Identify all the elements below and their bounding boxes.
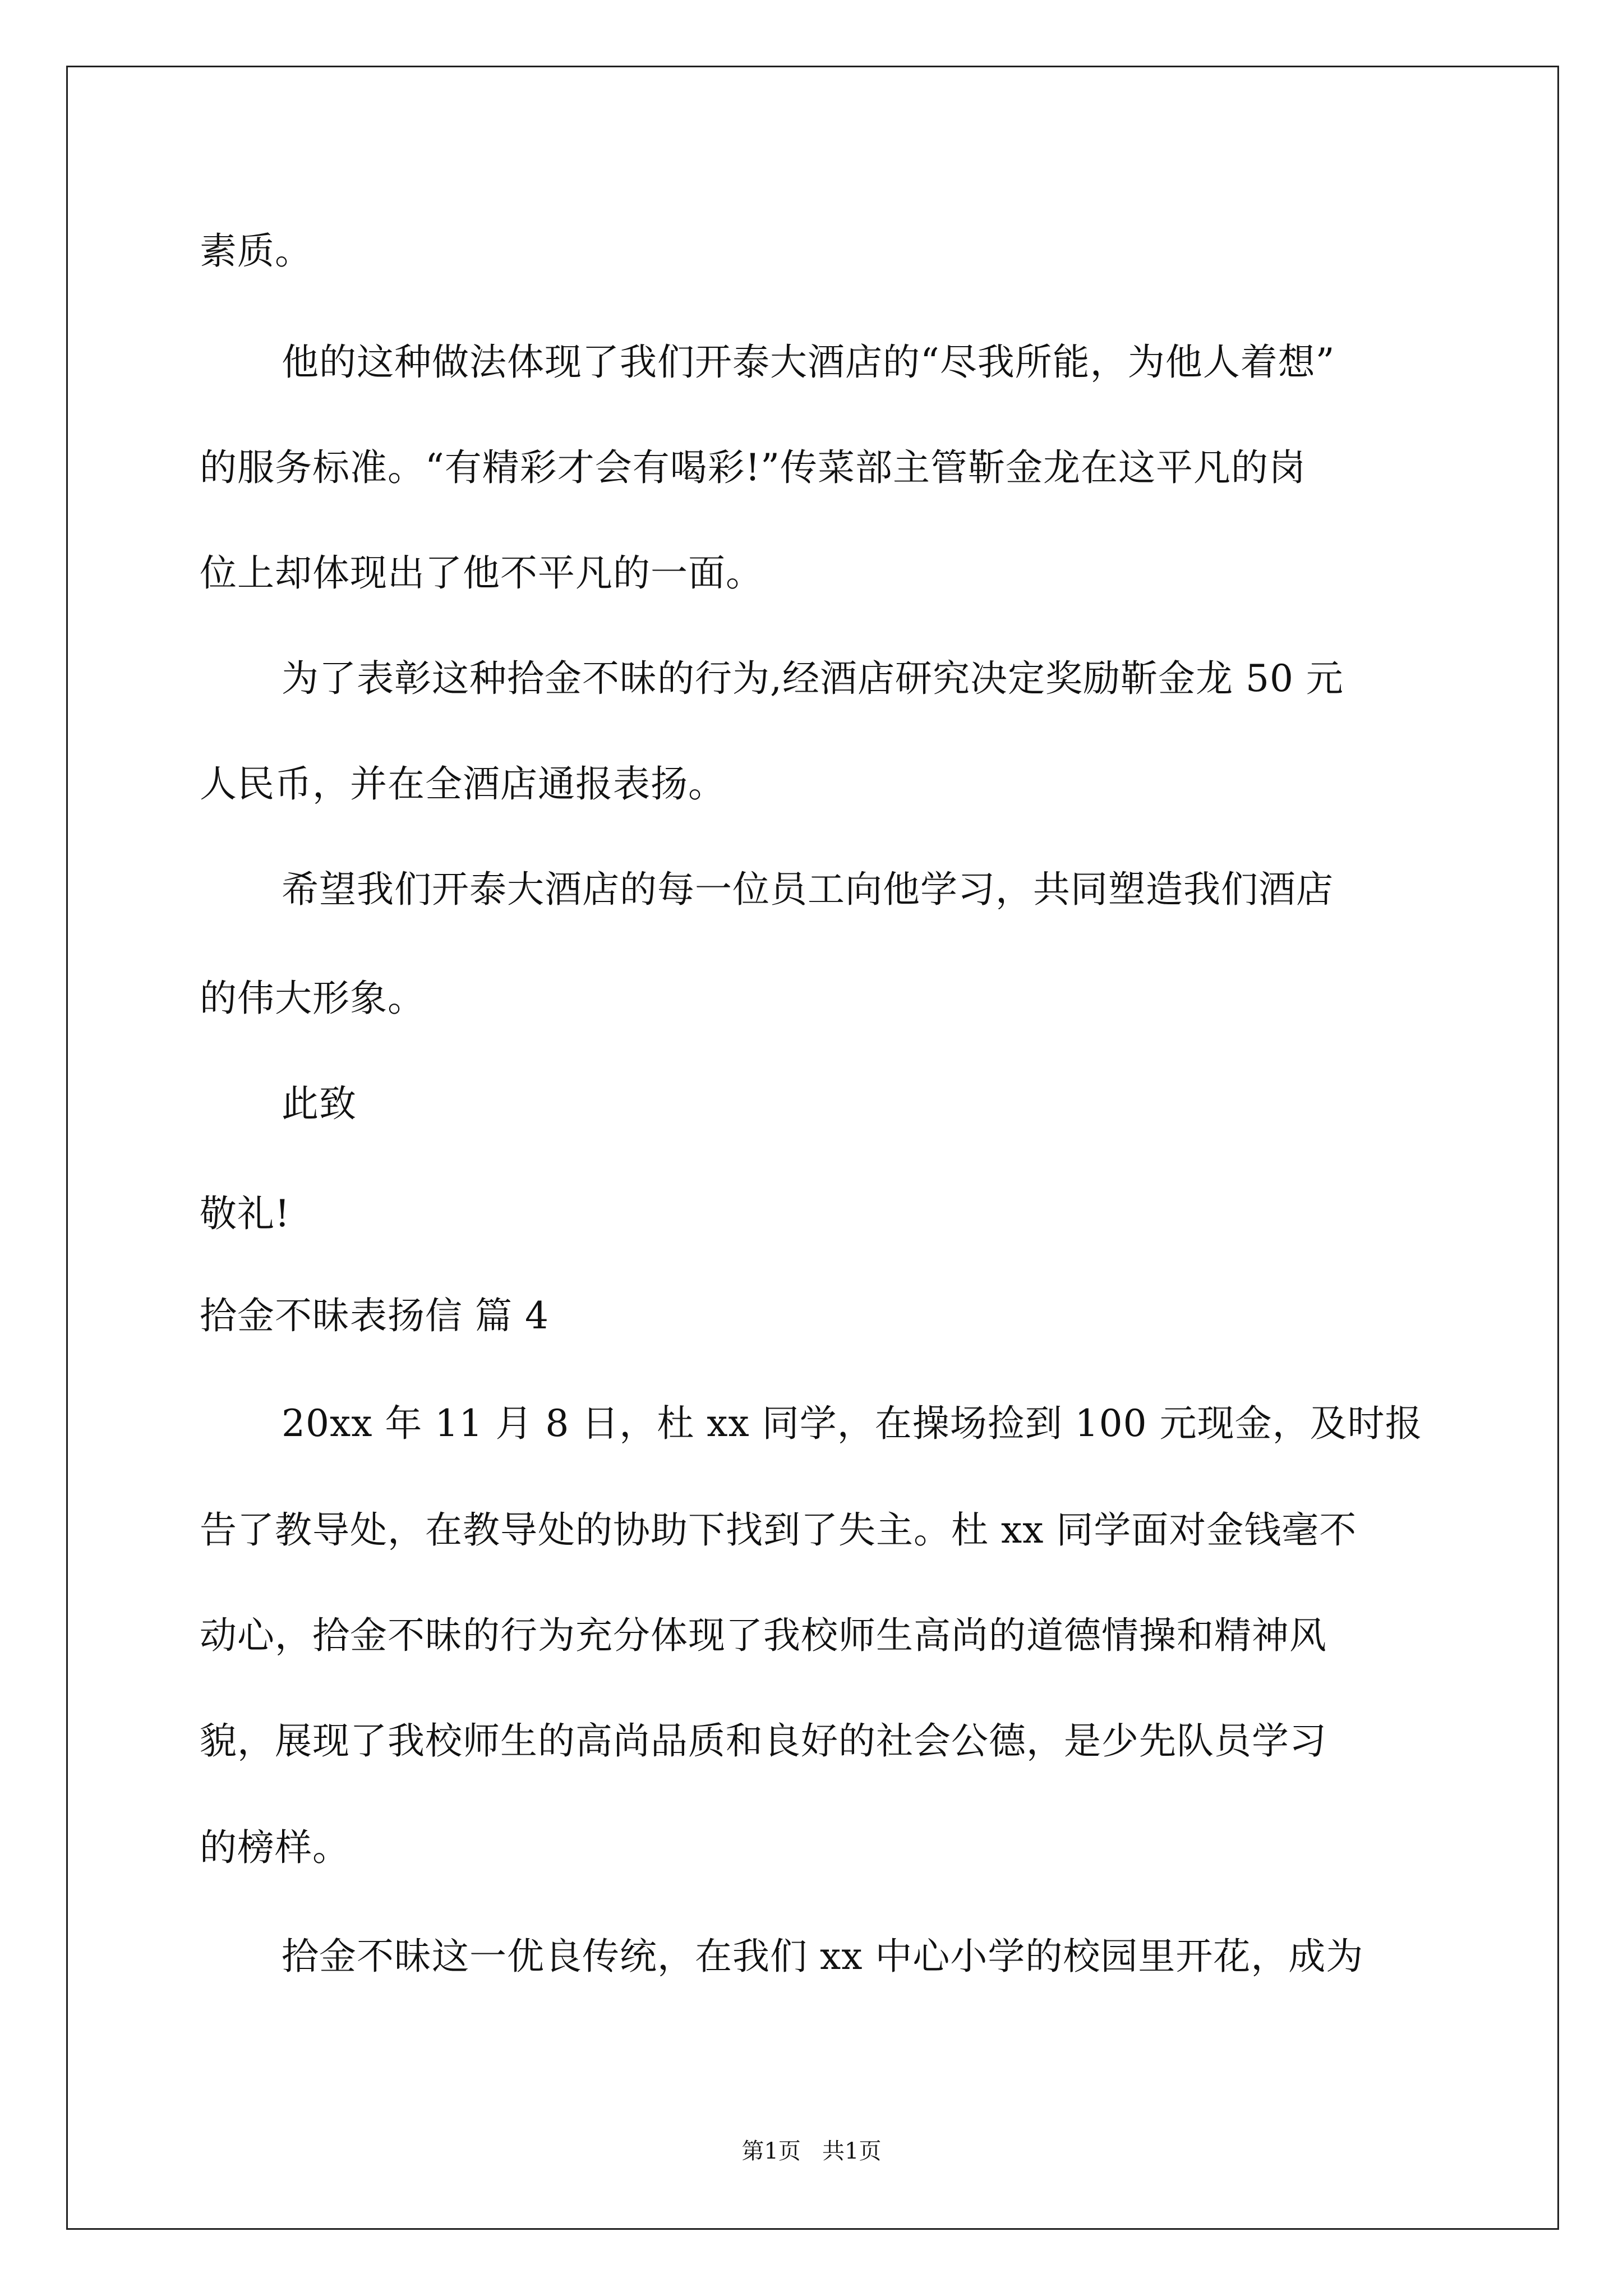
text-line-14: 动心，拾金不昧的行为充分体现了我校师生高尚的道德情操和精神风: [200, 1614, 1327, 1657]
closing-regards: 敬礼!: [200, 1192, 291, 1235]
text-line-5: 为了表彰这种拾金不昧的行为,经酒店研究决定奖励靳金龙 50 元: [282, 657, 1344, 700]
section-heading: 拾金不昧表扬信 篇 4: [200, 1294, 549, 1337]
text-line-13: 告了教导处，在教导处的协助下找到了失主。杜 xx 同学面对金钱毫不: [200, 1508, 1357, 1552]
text-line-6: 人民币，并在全酒店通报表扬。: [200, 762, 726, 806]
text-line-16: 的榜样。: [200, 1826, 350, 1869]
text-line-8: 的伟大形象。: [200, 977, 425, 1020]
text-line-4: 位上却体现出了他不平凡的一面。: [200, 551, 763, 595]
page-border: [66, 66, 1559, 2230]
text-line-1: 素质。: [200, 229, 312, 273]
text-line-3: 的服务标准。“有精彩才会有喝彩!”传菜部主管靳金龙在这平凡的岗: [200, 446, 1307, 489]
text-line-2: 他的这种做法体现了我们开泰大酒店的“尽我所能，为他人着想”: [282, 341, 1335, 384]
page-footer: 第1页 共1页: [741, 2138, 882, 2164]
text-line-15: 貌，展现了我校师生的高尚品质和良好的社会公德，是少先队员学习: [200, 1719, 1327, 1763]
text-line-7: 希望我们开泰大酒店的每一位员工向他学习，共同塑造我们酒店: [282, 868, 1334, 911]
text-line-12: 20xx 年 11 月 8 日，杜 xx 同学，在操场捡到 100 元现金，及时报: [282, 1402, 1423, 1445]
closing-salutation: 此致: [282, 1082, 357, 1125]
text-line-17: 拾金不昧这一优良传统，在我们 xx 中心小学的校园里开花，成为: [282, 1935, 1364, 1978]
